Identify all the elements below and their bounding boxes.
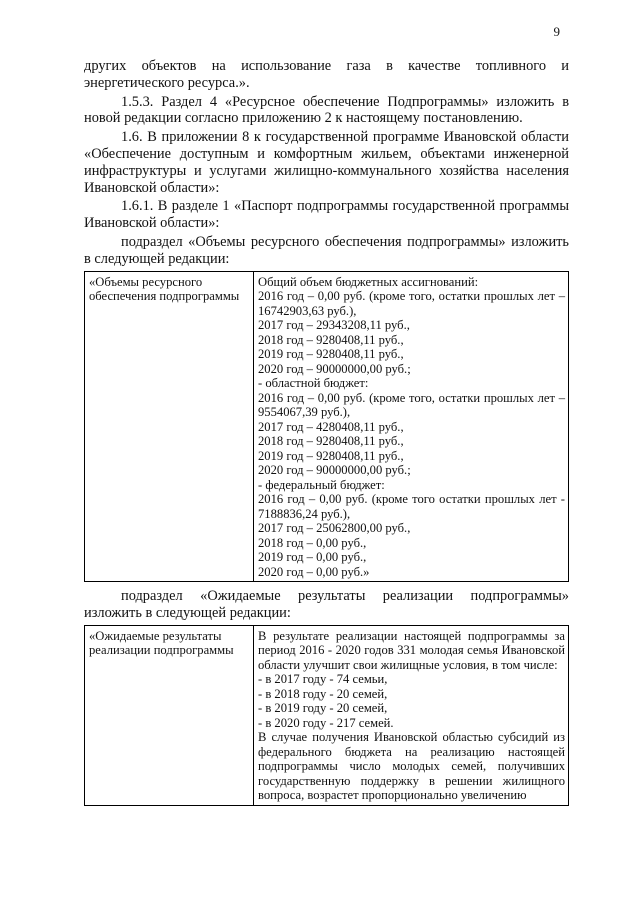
list-item: 2016 год – 0,00 руб. (кроме того, остатки прошлых лет – 16742903,63 руб.),	[258, 289, 565, 318]
paragraph-subsection-results: подраздел «Ожидаемые результаты реализации подпрограммы» изложить в следующей редакции:	[84, 588, 569, 621]
paragraph-gas-resource: других объектов на использование газа в качестве топливного и энергетического ресурса.».	[84, 58, 569, 91]
results-intro: В результате реализации настоящей подпрограммы за период 2016 - 2020 годов 331 молодая семья Ивановской области улучшит свои жилищные условия, в том числе:	[258, 628, 565, 672]
list-item: 2019 год – 9280408,11 руб.,	[258, 448, 404, 463]
list-item: 2016 год – 0,00 руб. (кроме того остатки прошлых лет - 7188836,24 руб.),	[258, 492, 565, 521]
list-item: 2018 год – 9280408,11 руб.,	[258, 332, 404, 347]
paragraph-1-6: 1.6. В приложении 8 к государственной программе Ивановской области «Обеспечение доступным и комфортным жильем, объектами инженерной инфраструктуры и услугами жилищно-коммунального хозяйства населения Ивановской области»:	[84, 129, 569, 196]
list-item: 2016 год – 0,00 руб. (кроме того, остатки прошлых лет – 9554067,39 руб.),	[258, 390, 565, 420]
list-item: 2020 год – 0,00 руб.»	[258, 564, 370, 579]
list-item: 2020 год – 90000000,00 руб.;	[258, 361, 411, 376]
document-body	[84, 58, 569, 812]
paragraph-1-5-3: 1.5.3. Раздел 4 «Ресурсное обеспечение Подпрограммы» изложить в новой редакции согласно приложению 2 к настоящему постановлению.	[84, 93, 569, 127]
list-item: 2017 год – 25062800,00 руб.,	[258, 521, 411, 536]
list-item: - в 2019 году - 20 семей,	[258, 701, 388, 716]
results-label-cell: «Ожидаемые результаты реализации подпрограммы	[85, 625, 254, 805]
list-item: 2017 год – 29343208,11 руб.,	[258, 318, 410, 333]
list-item: 2019 год – 0,00 руб.,	[258, 550, 367, 565]
list-item: - федеральный бюджет:	[258, 477, 385, 492]
page-number: 9	[553, 24, 560, 39]
list-item: 2018 год – 9280408,11 руб.,	[258, 434, 404, 449]
list-item: - в 2017 году - 74 семьи,	[258, 672, 388, 687]
resources-value-cell	[254, 271, 569, 582]
paragraph-1-6-1: 1.6.1. В разделе 1 «Паспорт подпрограммы государственной программы Ивановской области»:	[84, 198, 569, 232]
list-item: 2017 год – 4280408,11 руб.,	[258, 419, 404, 434]
results-value-cell	[254, 625, 569, 805]
list-item: 2019 год – 9280408,11 руб.,	[258, 347, 404, 362]
resources-table	[84, 271, 569, 583]
results-tail: В случае получения Ивановской областью субсидий из федерального бюджета на реализацию настоящей подпрограммы число молодых семей, получивших государственную поддержку в решении жилищного вопроса, возрастет пропорционально увеличению	[258, 730, 565, 803]
list-item: 2020 год – 90000000,00 руб.;	[258, 463, 411, 478]
table-row	[85, 625, 569, 805]
list-item: Общий объем бюджетных ассигнований:	[258, 274, 479, 289]
list-item: - в 2020 году - 217 семей.	[258, 715, 394, 730]
list-item: 2018 год – 0,00 руб.,	[258, 535, 367, 550]
resources-label-cell: «Объемы ресурсного обеспечения подпрограммы	[85, 271, 254, 582]
list-item: - областной бюджет:	[258, 376, 369, 391]
results-table	[84, 625, 569, 806]
list-item: - в 2018 году - 20 семей,	[258, 686, 388, 701]
table-row	[85, 271, 569, 582]
paragraph-subsection-resources: подраздел «Объемы ресурсного обеспечения подпрограммы» изложить в следующей редакции:	[84, 233, 569, 267]
